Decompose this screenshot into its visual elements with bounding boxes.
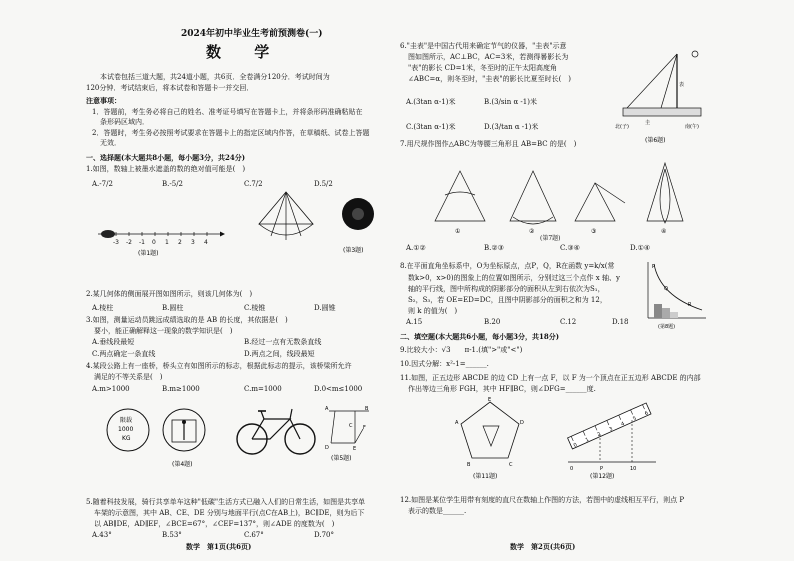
- question-7: 7.用尺规作图作△ABC为等腰三角形且 AB=BC 的是( ): [400, 140, 577, 148]
- number-line-label: -2: [126, 239, 132, 246]
- q6-option-d: D.(3/tan α -1)米: [484, 123, 539, 131]
- q6-label-south: 南(午): [685, 124, 699, 130]
- svg-text:A: A: [455, 420, 459, 426]
- intro-line-2: 120分钟．考试结束后，将本试卷和答题卡一并交回．: [86, 84, 254, 92]
- q6-label-scale: 圭: [645, 120, 651, 126]
- number-line-label: 1: [165, 239, 169, 246]
- q8-option-a: A.15: [406, 318, 423, 326]
- pyramid-net-figure: [251, 188, 321, 258]
- subject-heading: 数 学: [206, 43, 284, 61]
- q2-option-c: C.棱锥: [244, 304, 266, 312]
- q4-option-b: B.m≥1000: [162, 385, 200, 393]
- bicycle-figure: [234, 403, 319, 458]
- sign-line-2: 1000: [118, 426, 134, 433]
- ruler-label: 5: [632, 415, 638, 423]
- svg-text:D: D: [520, 420, 524, 426]
- q3-option-a: A.垂线段最短: [92, 338, 135, 346]
- question-6d: ∠ABC=α，则冬至时，"圭表"的影长比夏至时长( ): [408, 75, 572, 83]
- number-line-label: 0: [152, 239, 156, 246]
- question-5a: 5.随着科技发展，骑行共享单车这种"低碳"生活方式已融入人们的日常生活，如图是共享单: [86, 498, 366, 506]
- number-line-label: 2: [178, 239, 182, 246]
- question-11b: 作出等边三角形 FGH，其中 HF∥BC，则∠DFG=______度.: [408, 385, 596, 393]
- q6-label-north: 北(子): [615, 124, 629, 130]
- svg-text:C: C: [509, 462, 513, 468]
- q2-option-b: B.圆柱: [162, 304, 184, 312]
- bridge-signs-figure: [106, 400, 226, 470]
- q5-option-b: B.53°: [162, 531, 182, 539]
- page-1-footer: 数学 第1页(共6页): [186, 542, 252, 551]
- frame-diagram-figure: [321, 403, 376, 463]
- q5-option-d: D.70°: [314, 531, 334, 539]
- question-8d: S₂，S₃，若 OE=ED=DC，且图中阴影部分的面积之和为 12，: [408, 296, 607, 304]
- number-line-label: -1: [139, 239, 145, 246]
- q8-option-d: D.18: [612, 318, 629, 326]
- page-2-footer: 数学 第2页(共6页): [510, 542, 576, 551]
- fig6-caption: (第6题): [645, 137, 666, 144]
- fig1-caption: (第1题): [138, 250, 159, 257]
- svg-text:E: E: [488, 397, 492, 403]
- exam-title: 2024年初中毕业生考前预测卷(一): [181, 29, 323, 39]
- notice-2b: 无效．: [100, 139, 121, 147]
- fig7-caption: (第7题): [540, 235, 561, 242]
- q2-option-d: D.圆锥: [314, 304, 336, 312]
- svg-text:E: E: [353, 446, 357, 452]
- section-1-heading: 一、选择题(本大题共8小题，每小题3分，共24分): [86, 153, 246, 162]
- sun-icon: [692, 51, 698, 57]
- fig8-caption: (第8题): [658, 324, 676, 330]
- fig4-caption: (第4题): [172, 461, 193, 468]
- axis-p: P: [600, 466, 604, 472]
- q8-option-c: C.12: [560, 318, 577, 326]
- q7-option-c: C.③④: [560, 244, 580, 252]
- question-12b: 表示的数是______.: [408, 507, 467, 515]
- question-5c: 以 AB∥DE，AD∥EF，∠BCE=67°，∠CEF=137°，则∠ADE 的度数为( ): [94, 520, 335, 528]
- question-2: 2.某几何体的侧面展开图如图所示，则该几何体为( ): [86, 290, 253, 298]
- ruler-label: 6: [643, 410, 650, 418]
- q3-option-d: D.两点之间，线段最短: [244, 350, 315, 358]
- ink-blot-icon: [101, 230, 115, 238]
- number-line-label: -3: [113, 239, 119, 246]
- ruler-label: 3: [608, 426, 614, 433]
- pentagon-figure: [455, 396, 525, 481]
- page-1: [86, 28, 386, 551]
- notice-1: 1．答题前，考生务必将自己的姓名、准考证号填写在答题卡上，并将条形码准确粘贴在: [92, 108, 363, 116]
- sign-line-3: KG: [122, 435, 131, 442]
- svg-text:R: R: [688, 302, 692, 308]
- q3-option-b: B.经过一点有无数条直线: [244, 338, 322, 346]
- page-2: [400, 28, 715, 551]
- q7-option-b: B.②③: [484, 244, 504, 252]
- svg-text:B: B: [467, 462, 471, 468]
- q7-fig-1: ①: [455, 228, 461, 235]
- svg-text:F: F: [363, 425, 366, 431]
- q6-option-b: B.(3/sin α -1)米: [484, 98, 537, 106]
- q8-option-b: B.20: [484, 318, 501, 326]
- question-8e: 则 k 的值为( ): [408, 307, 458, 315]
- ruler-label: 2: [596, 431, 602, 439]
- question-5b: 车架的示意图，其中 AB、CE、DE 分别与地面平行(点C在AB上)，BC∥DE，则为后下: [94, 509, 365, 517]
- q1-option-d: D.5/2: [314, 180, 333, 188]
- gnomon-figure: [615, 46, 710, 146]
- q7-option-a: A.①②: [406, 244, 426, 252]
- q4-option-d: D.0<m≤1000: [314, 385, 363, 393]
- svg-text:P: P: [652, 264, 656, 270]
- question-6a: 6."圭表"是中国古代用来确定节气的仪器，"圭表"示意: [400, 42, 567, 50]
- axis-ten: 10: [630, 466, 637, 472]
- question-8c: 轴的平行线，图中所构成的阴影部分的面积从左到右依次为S₁，: [408, 285, 605, 293]
- ruler-label: 1: [584, 436, 590, 444]
- q1-option-a: A.-7/2: [92, 180, 113, 188]
- question-8a: 8.在平面直角坐标系中，O为坐标原点，点P，Q，R在函数 y=k/x(常: [400, 262, 615, 270]
- question-3b: 要小，能正确解释这一现象的数学知识是( ): [94, 327, 233, 335]
- ruler-label: 4: [620, 420, 626, 428]
- notice-1b: 条形码区域内．: [100, 118, 149, 126]
- number-line-label: 4: [204, 239, 208, 246]
- question-4a: 4.某段公路上有一座桥，桥头立有如图所示的标志，根据此标志的提示，该桥梁所允许: [86, 362, 352, 370]
- q6-label-gnomon: 表: [679, 82, 685, 88]
- question-12a: 12.如图是某位学生用带有刻度的直尺在数轴上作图的方法，若图中的虚线相互平行，则点 P: [400, 496, 685, 504]
- q7-fig-3: ③: [591, 228, 597, 235]
- q1-option-b: B.-5/2: [162, 180, 183, 188]
- q6-option-c: C.(3tan α-1)米: [406, 123, 456, 131]
- q4-option-a: A.m>1000: [92, 385, 130, 393]
- notice-2: 2．答题时，考生务必按照考试要求在答题卡上的指定区域内作答，在草稿纸、试卷上答题: [92, 129, 370, 137]
- ruler-label: 0: [572, 442, 579, 449]
- svg-text:C: C: [349, 423, 353, 429]
- question-3a: 3.如图，测量运动员跳远成绩选取的是 AB 的长度，其依据是( ): [86, 316, 288, 324]
- svg-text:B: B: [365, 406, 369, 412]
- question-6c: "表"的影长 CD=1米，冬至时的正午太阳高度角: [408, 64, 557, 72]
- question-6b: 图如图所示，AC⊥BC，AC=3米，若测得晷影长为: [408, 53, 569, 61]
- axis-zero: 0: [570, 466, 574, 472]
- ruler-figure: [560, 390, 660, 480]
- notice-heading: 注意事项：: [86, 96, 121, 105]
- q5-option-a: A.43°: [92, 531, 112, 539]
- question-9: 9.比较大小：√3 π-1.(填">"或"<"): [400, 346, 523, 354]
- sign-line-1: 限载: [120, 417, 133, 424]
- section-2-heading: 二、填空题(本大题共6小题，每小题3分，共18分): [400, 332, 560, 341]
- svg-text:D: D: [325, 445, 329, 451]
- fig12-caption: (第12题): [590, 473, 615, 480]
- question-1: 1.如图，数轴上被墨水遮盖的数的绝对值可能是( ): [86, 165, 246, 173]
- svg-text:Q: Q: [664, 286, 668, 292]
- fig3-caption: (第3题): [343, 247, 364, 254]
- number-line-label: 3: [191, 239, 195, 246]
- number-line-figure: [86, 208, 226, 258]
- fig3-figure: [331, 188, 386, 258]
- hyperbola-figure: [642, 260, 710, 330]
- question-10: 10.因式分解：x²-1=______.: [400, 360, 489, 368]
- q6-option-a: A.(3tan α-1)米: [406, 98, 456, 106]
- intro-line-1: 本试卷包括三道大题，共24道小题，共6页．全卷满分120分．考试时间为: [100, 73, 330, 81]
- q2-option-a: A.棱柱: [92, 304, 114, 312]
- question-11a: 11.如图，正五边形 ABCDE 的边 CD 上有一点 F，以 F 为一个顶点在正五边形 ABCDE 的内部: [400, 374, 701, 382]
- fig5-caption: (第5题): [331, 455, 352, 462]
- question-4b: 满足的不等关系是( ): [94, 373, 163, 381]
- q7-option-d: D.①④: [630, 244, 651, 252]
- q5-option-c: C.67°: [244, 531, 264, 539]
- q1-option-c: C.7/2: [244, 180, 263, 188]
- fig11-caption: (第11题): [473, 473, 498, 480]
- construction-figures: [415, 153, 705, 238]
- q4-option-c: C.m=1000: [244, 385, 282, 393]
- q7-fig-2: ②: [529, 228, 535, 235]
- question-8b: 数k>0，x>0)的图象上的位置如图所示，分别过这三个点作 x 轴、y: [408, 274, 620, 282]
- svg-text:A: A: [325, 406, 329, 412]
- q3-option-c: C.两点确定一条直线: [92, 350, 156, 358]
- q7-fig-4: ④: [661, 228, 667, 235]
